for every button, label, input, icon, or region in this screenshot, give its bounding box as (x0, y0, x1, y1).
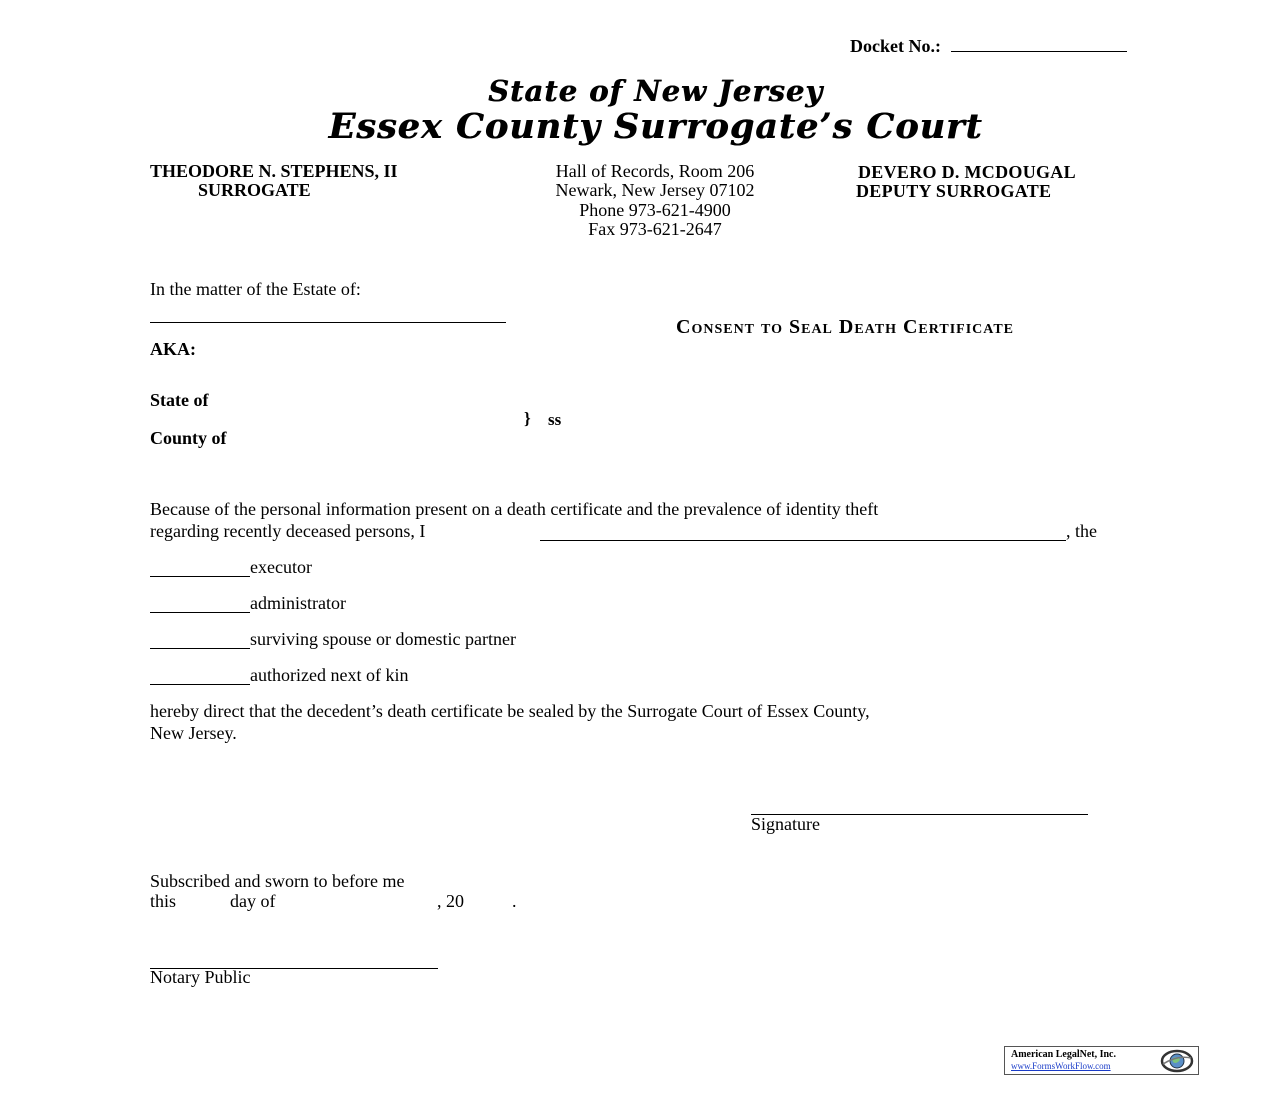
address-line-1: Hall of Records, Room 206 (555, 161, 755, 181)
option-blank-executor[interactable] (150, 562, 250, 577)
deputy-title: DEPUTY SURROGATE (856, 181, 1052, 201)
deputy-name: DEVERO D. MCDOUGAL (858, 162, 1076, 182)
body-para1-line2-prefix: regarding recently deceased persons, I (150, 521, 426, 541)
surrogate-name: THEODORE N. STEPHENS, II (150, 161, 398, 181)
option-executor: executor (250, 557, 312, 577)
court-state-heading: State of New Jersey (487, 74, 824, 108)
docket-label: Docket No.: (850, 36, 941, 56)
jurat-day-of: day of (230, 891, 276, 911)
address-phone: Phone 973-621-4900 (579, 200, 731, 220)
address-fax: Fax 973-621-2647 (588, 219, 722, 239)
docket-number (850, 36, 1127, 57)
notary-label: Notary Public (150, 967, 251, 987)
globe-icon (1160, 1049, 1194, 1073)
signature-line[interactable] (751, 800, 1088, 815)
option-administrator: administrator (250, 593, 346, 613)
address-line-2: Newark, New Jersey 07102 (555, 180, 755, 200)
footer-logo[interactable] (1004, 1046, 1199, 1075)
signature-label: Signature (751, 814, 820, 834)
body-para1-line2-suffix: , the (1066, 521, 1097, 541)
declarant-name-line[interactable] (540, 526, 1066, 541)
logo-url[interactable]: www.FormsWorkFlow.com (1011, 1061, 1111, 1071)
estate-name-line[interactable] (150, 322, 506, 323)
aka-label: AKA: (150, 339, 196, 359)
jurat-year: , 20 (437, 891, 464, 911)
body-para1-line1: Because of the personal information present on a death certificate and the prevalence of identity theft (150, 499, 879, 519)
venue-state-label: State of (150, 390, 209, 410)
venue-ss: ss (548, 410, 562, 429)
estate-matter-label: In the matter of the Estate of: (150, 279, 361, 299)
surrogate-title: SURROGATE (198, 180, 311, 200)
docket-blank[interactable] (951, 37, 1127, 52)
jurat-this: this (150, 891, 177, 911)
jurat-period: . (512, 891, 517, 911)
option-spouse: surviving spouse or domestic partner (250, 629, 516, 649)
venue-county-label: County of (150, 428, 227, 448)
jurat-line1: Subscribed and sworn to before me (150, 871, 405, 891)
court-name-heading: Essex County Surrogate’s Court (328, 106, 983, 147)
option-blank-next-of-kin[interactable] (150, 670, 250, 685)
logo-company-name: American LegalNet, Inc. (1011, 1049, 1116, 1060)
option-next-of-kin: authorized next of kin (250, 665, 409, 685)
form-title: Consent to Seal Death Certificate (676, 316, 1015, 338)
body-para2-line1: hereby direct that the decedent’s death certificate be sealed by the Surrogate Court of Essex County, (150, 701, 870, 721)
option-blank-administrator[interactable] (150, 598, 250, 613)
venue-brace: } (524, 409, 531, 428)
option-blank-spouse[interactable] (150, 634, 250, 649)
body-para2-line2: New Jersey. (150, 723, 237, 743)
